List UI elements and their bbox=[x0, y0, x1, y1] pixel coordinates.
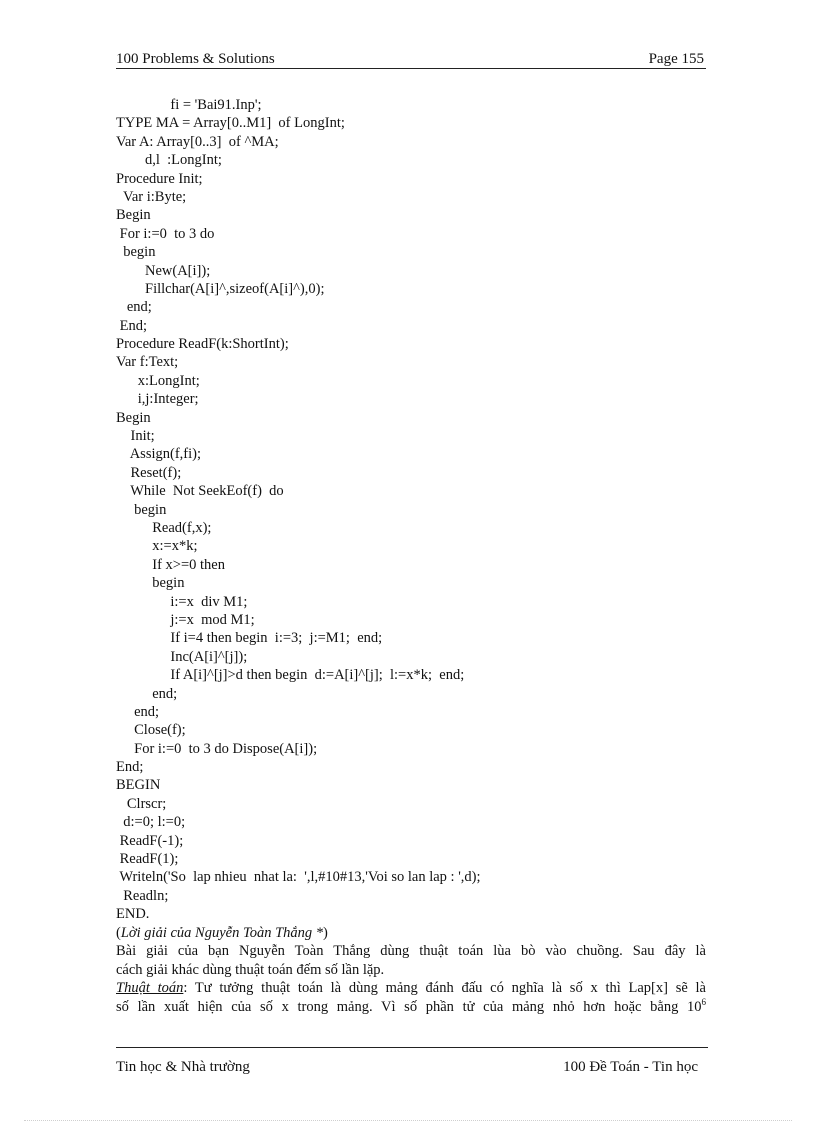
code-line: fi = 'Bai91.Inp'; bbox=[116, 97, 262, 113]
code-line: Init; bbox=[116, 428, 155, 445]
solution-prose bbox=[116, 924, 706, 1016]
algorithm-label: Thuật toán bbox=[116, 980, 184, 997]
code-line: Var f:Text; bbox=[116, 354, 179, 371]
code-line: x:=x*k; bbox=[116, 538, 198, 555]
code-line: begin bbox=[116, 501, 167, 518]
footer-rule bbox=[116, 1047, 708, 1048]
code-line: TYPE MA = Array[0..M1] of LongInt; bbox=[116, 115, 345, 132]
code-line: Inc(A[i]^[j]); bbox=[116, 648, 248, 665]
code-line: d:=0; l:=0; bbox=[116, 814, 186, 831]
code-line: Fillchar(A[i]^,sizeof(A[i]^),0); bbox=[116, 280, 325, 297]
exponent: 6 bbox=[701, 996, 706, 1007]
code-line: i:=x div M1; bbox=[116, 593, 248, 610]
code-line: Procedure Init; bbox=[116, 170, 203, 187]
code-line: d,l :LongInt; bbox=[116, 152, 222, 169]
paragraph-1-line-1: Bài giải của bạn Nguyễn Toàn Thắng dùng thuật toán lùa bò vào chuồng. Sau đây là bbox=[116, 943, 706, 960]
code-line: Readln; bbox=[116, 887, 169, 904]
credit-line bbox=[116, 924, 706, 942]
credit-close: ) bbox=[323, 925, 328, 941]
code-line: If A[i]^[j]>d then begin d:=A[i]^[j]; l:=x*k; end; bbox=[116, 667, 465, 684]
code-line: x:LongInt; bbox=[116, 372, 200, 389]
page-header bbox=[116, 50, 706, 69]
code-line: End; bbox=[116, 317, 148, 334]
code-line: Var i:Byte; bbox=[116, 188, 187, 205]
credit-author: Lời giải của Nguyễn Toàn Thắng * bbox=[120, 925, 324, 941]
code-line: End; bbox=[116, 759, 144, 776]
code-line: BEGIN bbox=[116, 777, 161, 794]
code-line: ReadF(1); bbox=[116, 851, 179, 868]
code-line: begin bbox=[116, 575, 185, 592]
paragraph-2-line-1 bbox=[116, 979, 706, 997]
pascal-code-block bbox=[116, 96, 481, 924]
code-line: begin bbox=[116, 244, 156, 261]
code-line: Begin bbox=[116, 409, 151, 426]
code-line: While Not SeekEof(f) do bbox=[116, 483, 284, 500]
footer-magazine: Tin học & Nhà trường bbox=[116, 1059, 250, 1075]
code-line: end; bbox=[116, 685, 178, 702]
page-edge-dots bbox=[24, 1120, 792, 1121]
code-line: END. bbox=[116, 906, 150, 923]
code-line: end; bbox=[116, 299, 152, 316]
algorithm-text-cont: số lần xuất hiện của số x trong mảng. Vì số phần tử của mảng nhỏ hơn hoặc bằng 10 bbox=[116, 998, 702, 1015]
code-line: ReadF(-1); bbox=[116, 832, 184, 849]
code-line: Read(f,x); bbox=[116, 519, 212, 536]
code-line: Procedure ReadF(k:ShortInt); bbox=[116, 336, 289, 353]
code-line: Reset(f); bbox=[116, 464, 182, 481]
code-line: Clrscr; bbox=[116, 795, 167, 812]
code-line: If i=4 then begin i:=3; j:=M1; end; bbox=[116, 630, 383, 647]
code-line: Close(f); bbox=[116, 722, 186, 739]
credit-open: ( bbox=[116, 925, 121, 941]
code-line: New(A[i]); bbox=[116, 262, 211, 279]
header-book-title: 100 Problems & Solutions bbox=[116, 51, 275, 67]
code-line: j:=x mod M1; bbox=[116, 611, 255, 628]
code-line: If x>=0 then bbox=[116, 556, 225, 573]
paragraph-1-line-2: cách giải khác dùng thuật toán đếm số lần lặp. bbox=[116, 961, 385, 978]
code-line: For i:=0 to 3 do Dispose(A[i]); bbox=[116, 740, 318, 757]
code-line: For i:=0 to 3 do bbox=[116, 225, 215, 242]
code-line: Writeln('So lap nhieu nhat la: ',l,#10#13,'Voi so lan lap : ',d); bbox=[116, 869, 481, 886]
code-line: end; bbox=[116, 703, 160, 720]
code-line: i,j:Integer; bbox=[116, 391, 199, 408]
header-page-number: Page 155 bbox=[648, 51, 704, 67]
code-line: Begin bbox=[116, 207, 151, 224]
footer-series: 100 Đề Toán - Tin học bbox=[563, 1059, 698, 1075]
code-line: Assign(f,fi); bbox=[116, 446, 201, 463]
algorithm-text: : Tư tưởng thuật toán là dùng mảng đánh đấu có nghĩa là số x thì Lap[x] sẽ là bbox=[183, 980, 706, 997]
paragraph-2-line-2 bbox=[116, 998, 706, 1016]
code-line: Var A: Array[0..3] of ^MA; bbox=[116, 133, 279, 150]
